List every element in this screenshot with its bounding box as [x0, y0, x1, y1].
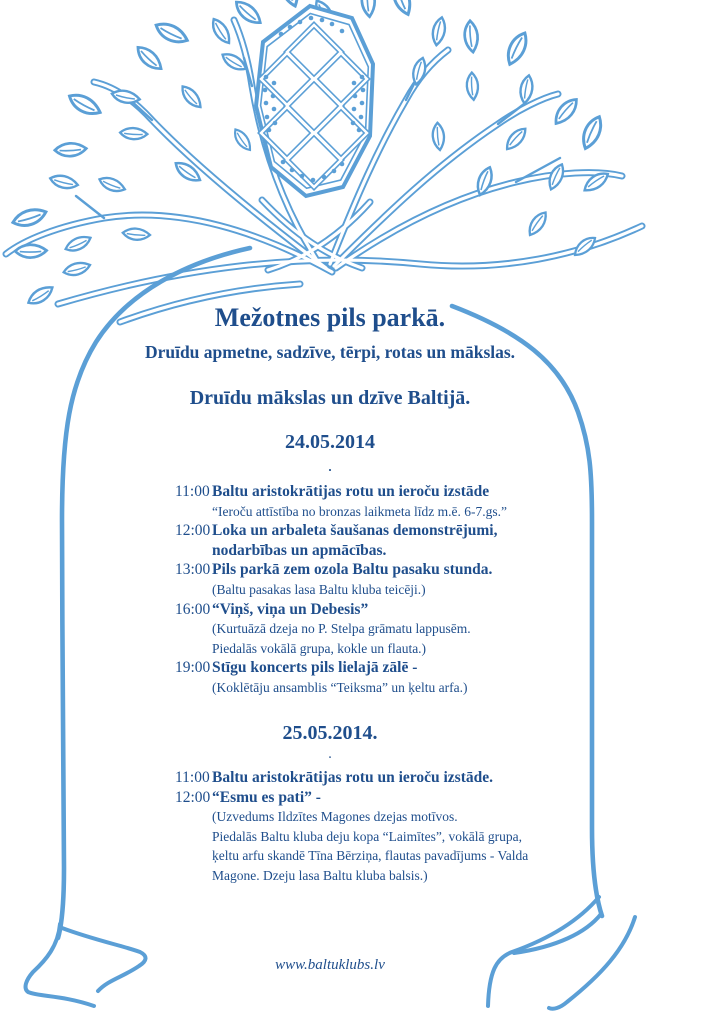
schedule-item-note: ķeltu arfu skandē Tīna Bērziņa, flautas pavadījums - Valda [212, 848, 529, 864]
day1-date-heading: 24.05.2014 [285, 431, 375, 453]
schedule-item-title: Baltu aristokrātijas rotu un ieroču izstāde [212, 483, 490, 500]
schedule-item [175, 768, 605, 788]
schedule-item-note: “Ieroču attīstība no bronzas laikmeta līdz m.ē. 6-7.gs.” [212, 503, 508, 519]
separator-dot: . [328, 750, 332, 761]
schedule-item-note: Piedalās Baltu kluba deju kopa “Laimītes”, vokālā grupa, [212, 828, 523, 844]
poster-subtitle: Druīdu apmetne, sadzīve, tērpi, rotas un mākslas. [144, 342, 516, 362]
schedule-item-title-continued: nodarbības un apmācības. [212, 541, 387, 559]
day1-schedule [175, 482, 605, 698]
schedule-item [175, 658, 605, 678]
schedule-time: 11:00 [175, 769, 210, 786]
schedule-time: 19:00 [175, 659, 211, 677]
schedule-item-note: Magone. Dzeju lasa Baltu kluba balsis.) [212, 867, 428, 883]
separator-dot: . [328, 459, 332, 474]
schedule-item-title: Stīgu koncerts pils lielajā zālē - [212, 659, 418, 677]
schedule-item [175, 482, 605, 502]
schedule-item [175, 788, 605, 808]
event-section-title: Druīdu mākslas un dzīve Baltijā. [189, 387, 471, 409]
schedule-item-note: Piedalās vokālā grupa, kokle un flauta.) [212, 640, 427, 656]
schedule-item [175, 521, 605, 541]
schedule-item-note: (Koklētāju ansamblis “Teiksma” un ķeltu arfa.) [212, 679, 468, 695]
schedule-time: 12:00 [175, 522, 211, 540]
website-url: www.baltuklubs.lv [275, 957, 385, 973]
schedule-item-title: Baltu aristokrātijas rotu un ieroču izstāde. [212, 769, 494, 786]
schedule-item-note: (Baltu pasakas lasa Baltu kluba teicēji.) [212, 581, 426, 597]
schedule-time: 12:00 [175, 788, 211, 806]
schedule-time: 13:00 [175, 561, 211, 579]
schedule-time: 11:00 [175, 483, 210, 500]
schedule-item-title: “Esmu es pati” - [212, 788, 321, 806]
schedule-item [175, 600, 605, 620]
schedule-item [175, 560, 605, 580]
schedule-item-title: Pils parkā zem ozola Baltu pasaku stunda. [212, 561, 493, 579]
day2-date-heading: 25.05.2014. [282, 722, 378, 744]
schedule-item-note: (Uzvedums Ildzītes Magones dzejas motīvos. [212, 809, 458, 825]
poster-title: Mežotnes pils parkā. [214, 303, 446, 332]
schedule-item-note: (Kurtuāzā dzeja no P. Stelpa grāmatu lappusēm. [212, 621, 471, 637]
schedule-time: 16:00 [175, 600, 211, 618]
day2-schedule [175, 768, 605, 886]
schedule-item-title: Loka un arbaleta šaušanas demonstrējumi, [212, 522, 498, 540]
schedule-item-title: “Viņš, viņa un Debesis” [212, 600, 369, 618]
